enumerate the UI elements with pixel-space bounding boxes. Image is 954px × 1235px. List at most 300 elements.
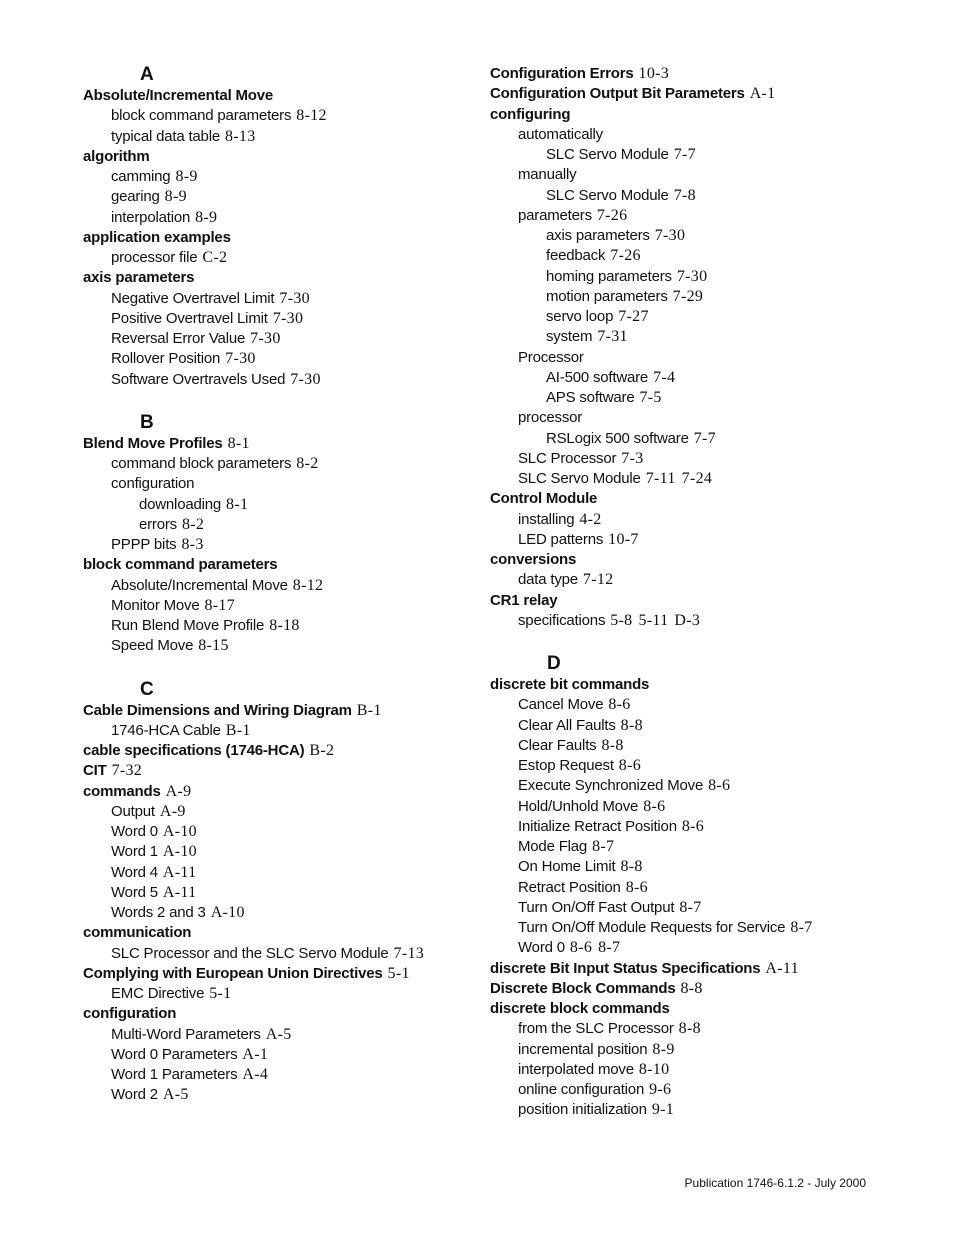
index-term: Configuration Errors <box>490 65 634 82</box>
page-number: 7-30 <box>250 330 281 347</box>
page-number: 7-30 <box>654 227 686 244</box>
index-term: Execute Synchronized Move <box>518 777 704 795</box>
index-term: Mode Flag <box>518 838 588 855</box>
page-number: D-3 <box>674 611 701 629</box>
page-number: A-5 <box>265 1025 292 1043</box>
index-term: 1746-HCA Cable <box>111 721 221 739</box>
index-term: axis parameters <box>546 227 650 244</box>
page-number: 8-8 <box>601 736 624 754</box>
index-subentry <box>83 576 463 596</box>
page-number: 9-1 <box>651 1101 675 1119</box>
index-section-letter: A <box>140 64 154 85</box>
page-reference <box>211 904 245 921</box>
index-subentry <box>83 903 463 923</box>
page-number: 7-13 <box>393 944 425 962</box>
index-term: algorithm <box>83 147 150 165</box>
index-term: SLC Servo Module <box>518 470 641 487</box>
page-reference <box>618 308 649 325</box>
page-reference <box>679 1020 701 1037</box>
page-reference <box>165 188 187 205</box>
index-term: processor file <box>111 249 198 266</box>
page-reference <box>626 879 648 896</box>
index-term: automatically <box>518 125 603 143</box>
index-term: Complying with European Union Directives <box>83 964 383 982</box>
page-reference <box>242 1046 268 1063</box>
page-reference <box>296 107 327 124</box>
index-term: homing parameters <box>546 267 672 285</box>
page-number: 5-8 <box>610 611 633 629</box>
index-subentry <box>490 125 910 145</box>
page-number: 7-11 <box>645 470 676 487</box>
index-term: RSLogix 500 software <box>546 429 689 447</box>
index-term: Word 0 <box>111 823 158 840</box>
page-reference <box>673 288 704 305</box>
index-term: Positive Overtravel Limit <box>111 309 268 327</box>
index-subentry <box>490 348 910 368</box>
index-term: manually <box>518 166 577 184</box>
page-number: 8-1 <box>226 495 249 513</box>
page-reference <box>273 310 304 327</box>
index-term: Negative Overtravel Limit <box>111 289 275 307</box>
page-number: A-11 <box>162 863 197 881</box>
page-reference <box>790 919 812 936</box>
page-reference <box>269 617 300 634</box>
index-term: LED patterns <box>518 530 604 548</box>
page-reference <box>608 531 639 548</box>
page-reference <box>610 612 700 629</box>
page-reference <box>266 1026 292 1043</box>
index-subentry <box>83 329 463 349</box>
index-term: downloading <box>139 495 222 513</box>
index-term: CIT <box>83 762 107 780</box>
index-entry <box>490 959 910 979</box>
index-subentry <box>83 474 463 494</box>
index-subentry <box>490 267 910 287</box>
index-term: Words 2 and 3 <box>111 904 206 921</box>
index-subentry <box>490 510 910 530</box>
page-number: 7-7 <box>673 146 696 163</box>
index-subentry <box>490 837 910 857</box>
page-number: 7-5 <box>639 389 662 406</box>
page-number: 8-17 <box>204 596 235 614</box>
page-reference <box>228 435 250 452</box>
index-term: errors <box>139 515 177 533</box>
index-term: servo loop <box>546 308 614 325</box>
page-reference <box>357 702 382 719</box>
page-number: A-10 <box>162 823 197 840</box>
index-term: conversions <box>490 551 577 568</box>
index-subentry <box>490 878 910 898</box>
page-reference <box>163 843 197 860</box>
index-term: Absolute/Incremental Move <box>111 576 288 594</box>
page-reference <box>163 1086 189 1103</box>
page-number: 7-30 <box>290 370 321 388</box>
page-reference <box>225 350 256 367</box>
index-subentry <box>490 857 910 877</box>
page-reference <box>290 371 321 388</box>
index-entry <box>83 86 463 106</box>
page-reference <box>620 858 642 875</box>
page-reference <box>570 939 620 956</box>
page-number: A-9 <box>159 802 186 820</box>
index-entry <box>490 999 910 1019</box>
index-subentry <box>83 944 463 964</box>
page-number: 8-9 <box>195 208 218 226</box>
page-number: C-2 <box>202 249 228 266</box>
page-reference <box>639 65 670 82</box>
index-entry <box>83 761 463 781</box>
index-term: configuring <box>490 105 571 123</box>
page-reference <box>163 823 197 840</box>
index-subentry <box>83 309 463 329</box>
index-term: Discrete Block Commands <box>490 979 676 997</box>
index-subentry <box>83 1085 463 1105</box>
page-reference <box>655 227 686 244</box>
index-entry <box>490 591 910 611</box>
index-term: Run Blend Move Profile <box>111 617 265 634</box>
page-number: 7-24 <box>681 470 713 487</box>
index-term: Cable Dimensions and Wiring Diagram <box>83 701 352 719</box>
index-subentry <box>83 842 463 862</box>
index-term: gearing <box>111 188 160 206</box>
index-subentry <box>490 898 910 918</box>
page-number: 7-26 <box>610 247 641 265</box>
page-reference <box>309 742 334 759</box>
index-subentry <box>83 984 463 1004</box>
page-number: A-5 <box>162 1086 189 1104</box>
index-term: Monitor Move <box>111 596 200 614</box>
index-term: position initialization <box>518 1101 647 1119</box>
index-term: SLC Servo Module <box>546 146 669 163</box>
index-subentry <box>83 1025 463 1045</box>
page-number: 8-7 <box>592 838 615 855</box>
index-entry <box>83 782 463 802</box>
index-subentry <box>490 938 910 958</box>
page-reference <box>608 696 630 713</box>
page-reference <box>195 209 217 226</box>
page-number: 8-3 <box>181 536 204 553</box>
page-number: 8-6 <box>608 696 631 714</box>
page-number: 7-4 <box>653 368 676 386</box>
page-reference <box>242 1066 268 1083</box>
index-term: Word 1 <box>111 843 158 861</box>
page-reference <box>674 187 696 204</box>
index-term: axis parameters <box>83 269 195 287</box>
index-subentry <box>490 287 910 307</box>
index-term: camming <box>111 168 171 185</box>
index-section-letter: C <box>140 678 154 700</box>
index-subentry <box>490 797 910 817</box>
index-term: configuration <box>83 1005 177 1023</box>
index-term: commands <box>83 782 161 800</box>
page-reference <box>394 945 425 962</box>
page-reference <box>646 470 712 487</box>
page-reference <box>204 597 235 614</box>
index-term: SLC Processor and the SLC Servo Module <box>111 944 389 962</box>
index-term: CR1 relay <box>490 591 558 609</box>
page-number: 8-15 <box>198 637 229 655</box>
index-term: Cancel Move <box>518 696 604 714</box>
index-subentry <box>83 187 463 207</box>
index-entry <box>490 489 910 509</box>
page-number: 8-6 <box>708 777 731 795</box>
page-number: B-2 <box>309 742 335 759</box>
page-number: 7-30 <box>279 289 310 307</box>
page-reference <box>708 777 730 794</box>
page-number: 8-9 <box>652 1040 675 1058</box>
index-subentry <box>490 776 910 796</box>
page-reference <box>643 798 665 815</box>
index-subentry <box>490 1100 910 1120</box>
index-subentry <box>490 145 910 165</box>
index-column-right <box>490 64 910 1121</box>
index-subentry <box>490 246 910 266</box>
page-number: 8-6 <box>625 878 648 896</box>
page-number: A-1 <box>242 1045 269 1063</box>
index-entry <box>490 105 910 125</box>
index-term: Processor <box>518 348 584 366</box>
index-entry <box>83 964 463 984</box>
page-reference <box>597 207 628 224</box>
index-term: command block parameters <box>111 455 292 472</box>
page-reference <box>674 146 696 163</box>
index-subentry <box>490 368 910 388</box>
index-term: Turn On/Off Fast Output <box>518 898 675 916</box>
page-number: A-10 <box>162 843 197 861</box>
page-reference <box>112 762 143 779</box>
index-subentry <box>83 515 463 535</box>
page-reference <box>639 389 661 406</box>
page-reference <box>639 1061 670 1078</box>
page-number: A-9 <box>165 782 192 800</box>
index-subentry <box>490 817 910 837</box>
index-term: online configuration <box>518 1081 645 1098</box>
index-subentry <box>83 349 463 369</box>
index-term: Multi-Word Parameters <box>111 1025 261 1043</box>
page-number: A-4 <box>242 1066 269 1083</box>
index-entry <box>490 979 910 999</box>
page-reference <box>250 330 281 347</box>
publication-footer: Publication 1746-6.1.2 - July 2000 <box>684 1176 866 1190</box>
page-number: A-11 <box>765 959 799 977</box>
index-term: Blend Move Profiles <box>83 434 223 452</box>
index-term: Initialize Retract Position <box>518 817 677 835</box>
page-reference <box>601 737 623 754</box>
page-reference <box>621 450 643 467</box>
page-number: 10-7 <box>608 530 639 548</box>
index-term: Control Module <box>490 490 598 508</box>
index-term: discrete bit commands <box>490 676 650 693</box>
index-term: Clear All Faults <box>518 716 616 734</box>
page-reference <box>583 571 614 588</box>
page-reference <box>166 783 192 800</box>
page-number: B-1 <box>225 721 251 739</box>
page-number: 5-11 <box>638 611 669 629</box>
index-subentry <box>83 167 463 187</box>
page-reference <box>765 960 799 977</box>
page-number: 7-32 <box>111 762 143 780</box>
index-term: Speed Move <box>111 637 194 655</box>
index-entry <box>83 268 463 288</box>
page-number: 7-3 <box>621 449 644 467</box>
page-number: 8-8 <box>678 1020 701 1038</box>
page-number: 7-30 <box>225 350 256 368</box>
page-number: 8-7 <box>790 919 813 936</box>
index-term: Software Overtravels Used <box>111 370 286 388</box>
index-entry <box>490 675 910 695</box>
index-subentry <box>490 530 910 550</box>
index-subentry <box>490 695 910 715</box>
index-subentry <box>83 636 463 656</box>
page-number: 8-7 <box>598 939 621 957</box>
index-subentry <box>490 611 910 631</box>
page-reference <box>652 1101 674 1118</box>
index-subentry <box>490 1019 910 1039</box>
index-term: Hold/Unhold Move <box>518 797 639 815</box>
index-term: Word 5 <box>111 883 158 901</box>
index-term: installing <box>518 510 575 528</box>
page-reference <box>653 369 675 386</box>
index-subentry <box>490 408 910 428</box>
page-reference <box>198 637 229 654</box>
page-reference <box>680 980 702 997</box>
index-subentry <box>490 449 910 469</box>
page-number: 7-30 <box>676 267 708 285</box>
index-subentry <box>83 596 463 616</box>
index-term: Retract Position <box>518 878 621 896</box>
index-subentry <box>490 736 910 756</box>
index-term: processor <box>518 409 583 427</box>
index-entry <box>83 701 463 721</box>
page-number: 8-8 <box>620 858 643 876</box>
index-subentry <box>83 495 463 515</box>
index-term: discrete Bit Input Status Specifications <box>490 959 761 977</box>
page-reference <box>209 985 231 1002</box>
index-subentry <box>490 716 910 736</box>
index-term: AI-500 software <box>546 368 649 386</box>
index-term: EMC Directive <box>111 985 205 1002</box>
page-number: 5-1 <box>387 964 410 982</box>
page-reference <box>679 899 701 916</box>
page-number: 7-12 <box>582 571 614 589</box>
index-column-left <box>83 64 463 1106</box>
index-subentry <box>490 307 910 327</box>
index-term: Estop Request <box>518 757 614 774</box>
page-number: 8-6 <box>569 939 593 957</box>
index-subentry <box>490 327 910 347</box>
page-number: 8-6 <box>681 817 705 835</box>
page-reference <box>226 496 248 513</box>
page-number: A-1 <box>749 85 776 103</box>
page-number: 9-6 <box>649 1081 672 1098</box>
page-number: B-1 <box>356 701 382 719</box>
index-term: Absolute/Incremental Move <box>83 87 274 104</box>
page-reference <box>202 249 227 266</box>
index-term: specifications <box>518 611 606 629</box>
index-term: feedback <box>546 247 606 265</box>
page-number: 8-6 <box>643 797 666 815</box>
page-number: 8-6 <box>618 757 642 774</box>
index-subentry <box>490 186 910 206</box>
page-reference <box>163 864 197 881</box>
page-number: 10-3 <box>638 65 670 82</box>
page-number: 7-27 <box>618 308 649 325</box>
page-reference <box>619 757 641 774</box>
index-subentry <box>83 454 463 474</box>
index-entry <box>490 64 910 84</box>
index-subentry <box>83 535 463 555</box>
page-number: 8-13 <box>224 127 256 145</box>
index-term: Word 0 Parameters <box>111 1045 238 1063</box>
page-reference <box>652 1041 674 1058</box>
index-subentry <box>83 721 463 741</box>
page-reference <box>296 455 318 472</box>
index-term: motion parameters <box>546 287 668 305</box>
index-term: On Home Limit <box>518 858 616 876</box>
index-subentry <box>83 289 463 309</box>
index-term: communication <box>83 924 192 942</box>
page-number: 8-8 <box>620 716 643 734</box>
page-reference <box>388 965 410 982</box>
index-term: incremental position <box>518 1040 648 1058</box>
index-term: typical data table <box>111 127 220 145</box>
page-reference <box>694 430 716 447</box>
page-number: 8-8 <box>680 979 703 997</box>
index-subentry <box>83 802 463 822</box>
index-entry <box>83 228 463 248</box>
page-reference <box>226 722 251 739</box>
page-number: A-11 <box>162 883 197 901</box>
index-term: APS software <box>546 389 635 406</box>
index-entry <box>490 550 910 570</box>
index-subentry <box>83 1045 463 1065</box>
index-subentry <box>490 1080 910 1100</box>
page-number: 8-9 <box>164 188 187 206</box>
index-term: application examples <box>83 228 231 246</box>
index-subentry <box>490 206 910 226</box>
page-number: 8-18 <box>269 617 300 634</box>
index-entry <box>83 923 463 943</box>
page-reference <box>293 577 324 594</box>
index-term: SLC Servo Module <box>546 186 669 204</box>
index-term: discrete block commands <box>490 1000 670 1017</box>
index-entry <box>83 555 463 575</box>
page-number: 8-1 <box>227 434 250 452</box>
index-subentry <box>490 165 910 185</box>
index-subentry <box>490 918 910 938</box>
index-term: block command parameters <box>111 107 292 125</box>
index-subentry <box>490 1060 910 1080</box>
index-term: Word 2 <box>111 1086 158 1104</box>
index-subentry <box>83 863 463 883</box>
index-subentry <box>83 208 463 228</box>
page-reference <box>181 536 203 553</box>
index-term: Turn On/Off Module Requests for Service <box>518 919 786 936</box>
page-reference <box>175 168 197 185</box>
index-subentry <box>83 106 463 126</box>
index-subentry <box>490 756 910 776</box>
index-term: Reversal Error Value <box>111 330 246 347</box>
index-entry <box>83 434 463 454</box>
page-number: 5-1 <box>209 985 232 1002</box>
page-number: 8-10 <box>638 1060 670 1078</box>
index-subentry <box>490 226 910 246</box>
page-reference <box>592 838 614 855</box>
index-term: Rollover Position <box>111 350 221 368</box>
page-reference <box>750 85 776 102</box>
index-subentry <box>83 248 463 268</box>
index-term: Word 1 Parameters <box>111 1066 238 1083</box>
